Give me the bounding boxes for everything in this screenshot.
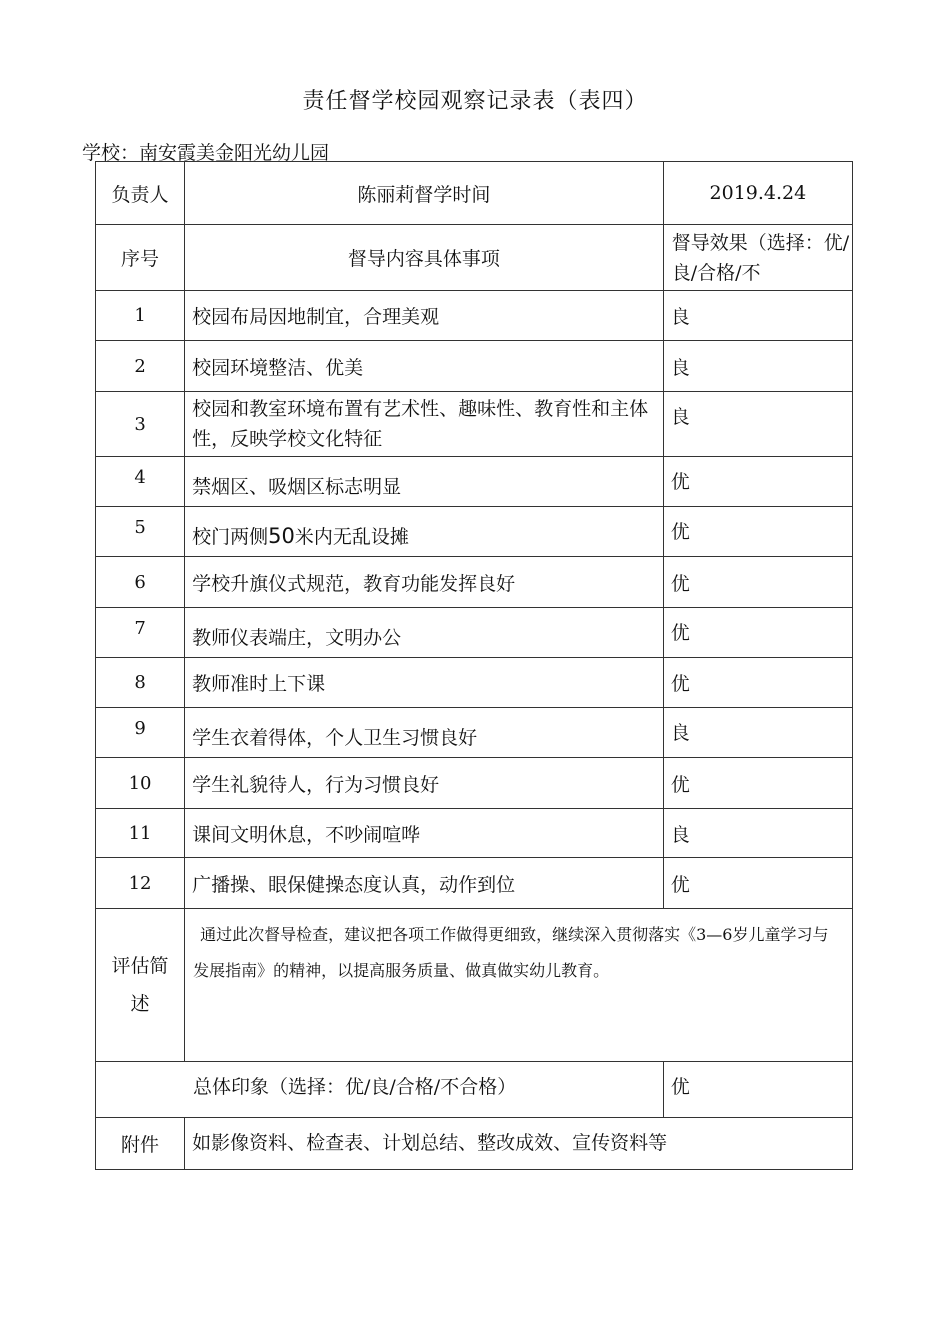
overall-label: 总体印象（选择：优/良/合格/不合格） — [96, 1062, 664, 1118]
row-content: 学生礼貌待人，行为习惯良好 — [185, 758, 664, 809]
row-content: 禁烟区、吸烟区标志明显 — [185, 457, 664, 507]
table-row — [96, 608, 853, 658]
evaluation-text: 通过此次督导检查，建议把各项工作做得更细致，继续深入贯彻落实《3—6岁儿童学习与发展指南》的精神，以提高服务质量、做真做实幼儿教育。 — [185, 909, 853, 1062]
supervision-date: 2019.4.24 — [663, 162, 852, 225]
row-content: 校园和教室环境布置有艺术性、趣味性、教育性和主体性，反映学校文化特征 — [185, 392, 664, 457]
evaluation-label: 评估简述 — [96, 909, 185, 1062]
table-row — [96, 658, 853, 708]
row-number: 2 — [96, 341, 185, 392]
row-content: 教师准时上下课 — [185, 658, 664, 708]
row-number: 10 — [96, 758, 185, 809]
row-content: 教师仪表端庄，文明办公 — [185, 608, 664, 658]
row-content: 校园环境整洁、优美 — [185, 341, 664, 392]
table-row — [96, 291, 853, 341]
row-content: 学校升旗仪式规范，教育功能发挥良好 — [185, 557, 664, 608]
overall-row — [96, 1062, 853, 1118]
table-row — [96, 708, 853, 758]
row-effect: 优 — [663, 608, 852, 658]
column-header-index: 序号 — [96, 225, 185, 291]
row-content: 课间文明休息，不吵闹喧哗 — [185, 809, 664, 858]
attachment-value: 如影像资料、检查表、计划总结、整改成效、宣传资料等 — [185, 1118, 853, 1170]
header-row — [96, 162, 853, 225]
table-row — [96, 758, 853, 809]
table-row — [96, 507, 853, 557]
column-header-content: 督导内容具体事项 — [185, 225, 664, 291]
attachment-row — [96, 1118, 853, 1170]
row-effect: 良 — [663, 341, 852, 392]
column-header-effect: 督导效果（选择：优/良/合格/不 — [663, 225, 852, 291]
row-effect: 优 — [663, 557, 852, 608]
page-title: 责任督学校园观察记录表（表四） — [302, 89, 648, 114]
row-effect: 优 — [663, 858, 852, 909]
row-number: 8 — [96, 658, 185, 708]
evaluation-row — [96, 909, 853, 1062]
table-row — [96, 341, 853, 392]
row-effect: 优 — [663, 507, 852, 557]
school-label: 学校：南安霞美金阳光幼儿园 — [82, 142, 330, 164]
table-row — [96, 809, 853, 858]
row-content: 校园布局因地制宜，合理美观 — [185, 291, 664, 341]
row-number: 5 — [96, 507, 185, 557]
overall-value: 优 — [663, 1062, 852, 1118]
responsible-label: 负责人 — [96, 162, 185, 225]
table-row — [96, 392, 853, 457]
row-content — [185, 507, 664, 557]
row-content-post: 米内无乱设摊 — [294, 526, 409, 548]
row-number: 12 — [96, 858, 185, 909]
row-content: 学生衣着得体，个人卫生习惯良好 — [185, 708, 664, 758]
row-number: 3 — [96, 392, 185, 457]
table-row — [96, 858, 853, 909]
table-row — [96, 457, 853, 507]
row-effect: 良 — [663, 392, 852, 457]
row-content-number: 50 — [268, 524, 295, 548]
row-effect: 优 — [663, 457, 852, 507]
row-effect: 良 — [663, 809, 852, 858]
row-content-pre: 校门两侧 — [192, 526, 269, 548]
row-number: 11 — [96, 809, 185, 858]
row-effect: 良 — [663, 291, 852, 341]
row-effect: 优 — [663, 758, 852, 809]
row-effect: 良 — [663, 708, 852, 758]
row-content: 广播操、眼保健操态度认真，动作到位 — [185, 858, 664, 909]
row-number: 6 — [96, 557, 185, 608]
table-row — [96, 557, 853, 608]
supervisor-and-time: 陈丽莉督学时间 — [185, 162, 664, 225]
row-number: 7 — [96, 608, 185, 658]
observation-record-table — [95, 161, 853, 1170]
row-effect: 优 — [663, 658, 852, 708]
column-header-row — [96, 225, 853, 291]
row-number: 4 — [96, 457, 185, 507]
row-number: 9 — [96, 708, 185, 758]
attachment-label: 附件 — [96, 1118, 185, 1170]
row-number: 1 — [96, 291, 185, 341]
